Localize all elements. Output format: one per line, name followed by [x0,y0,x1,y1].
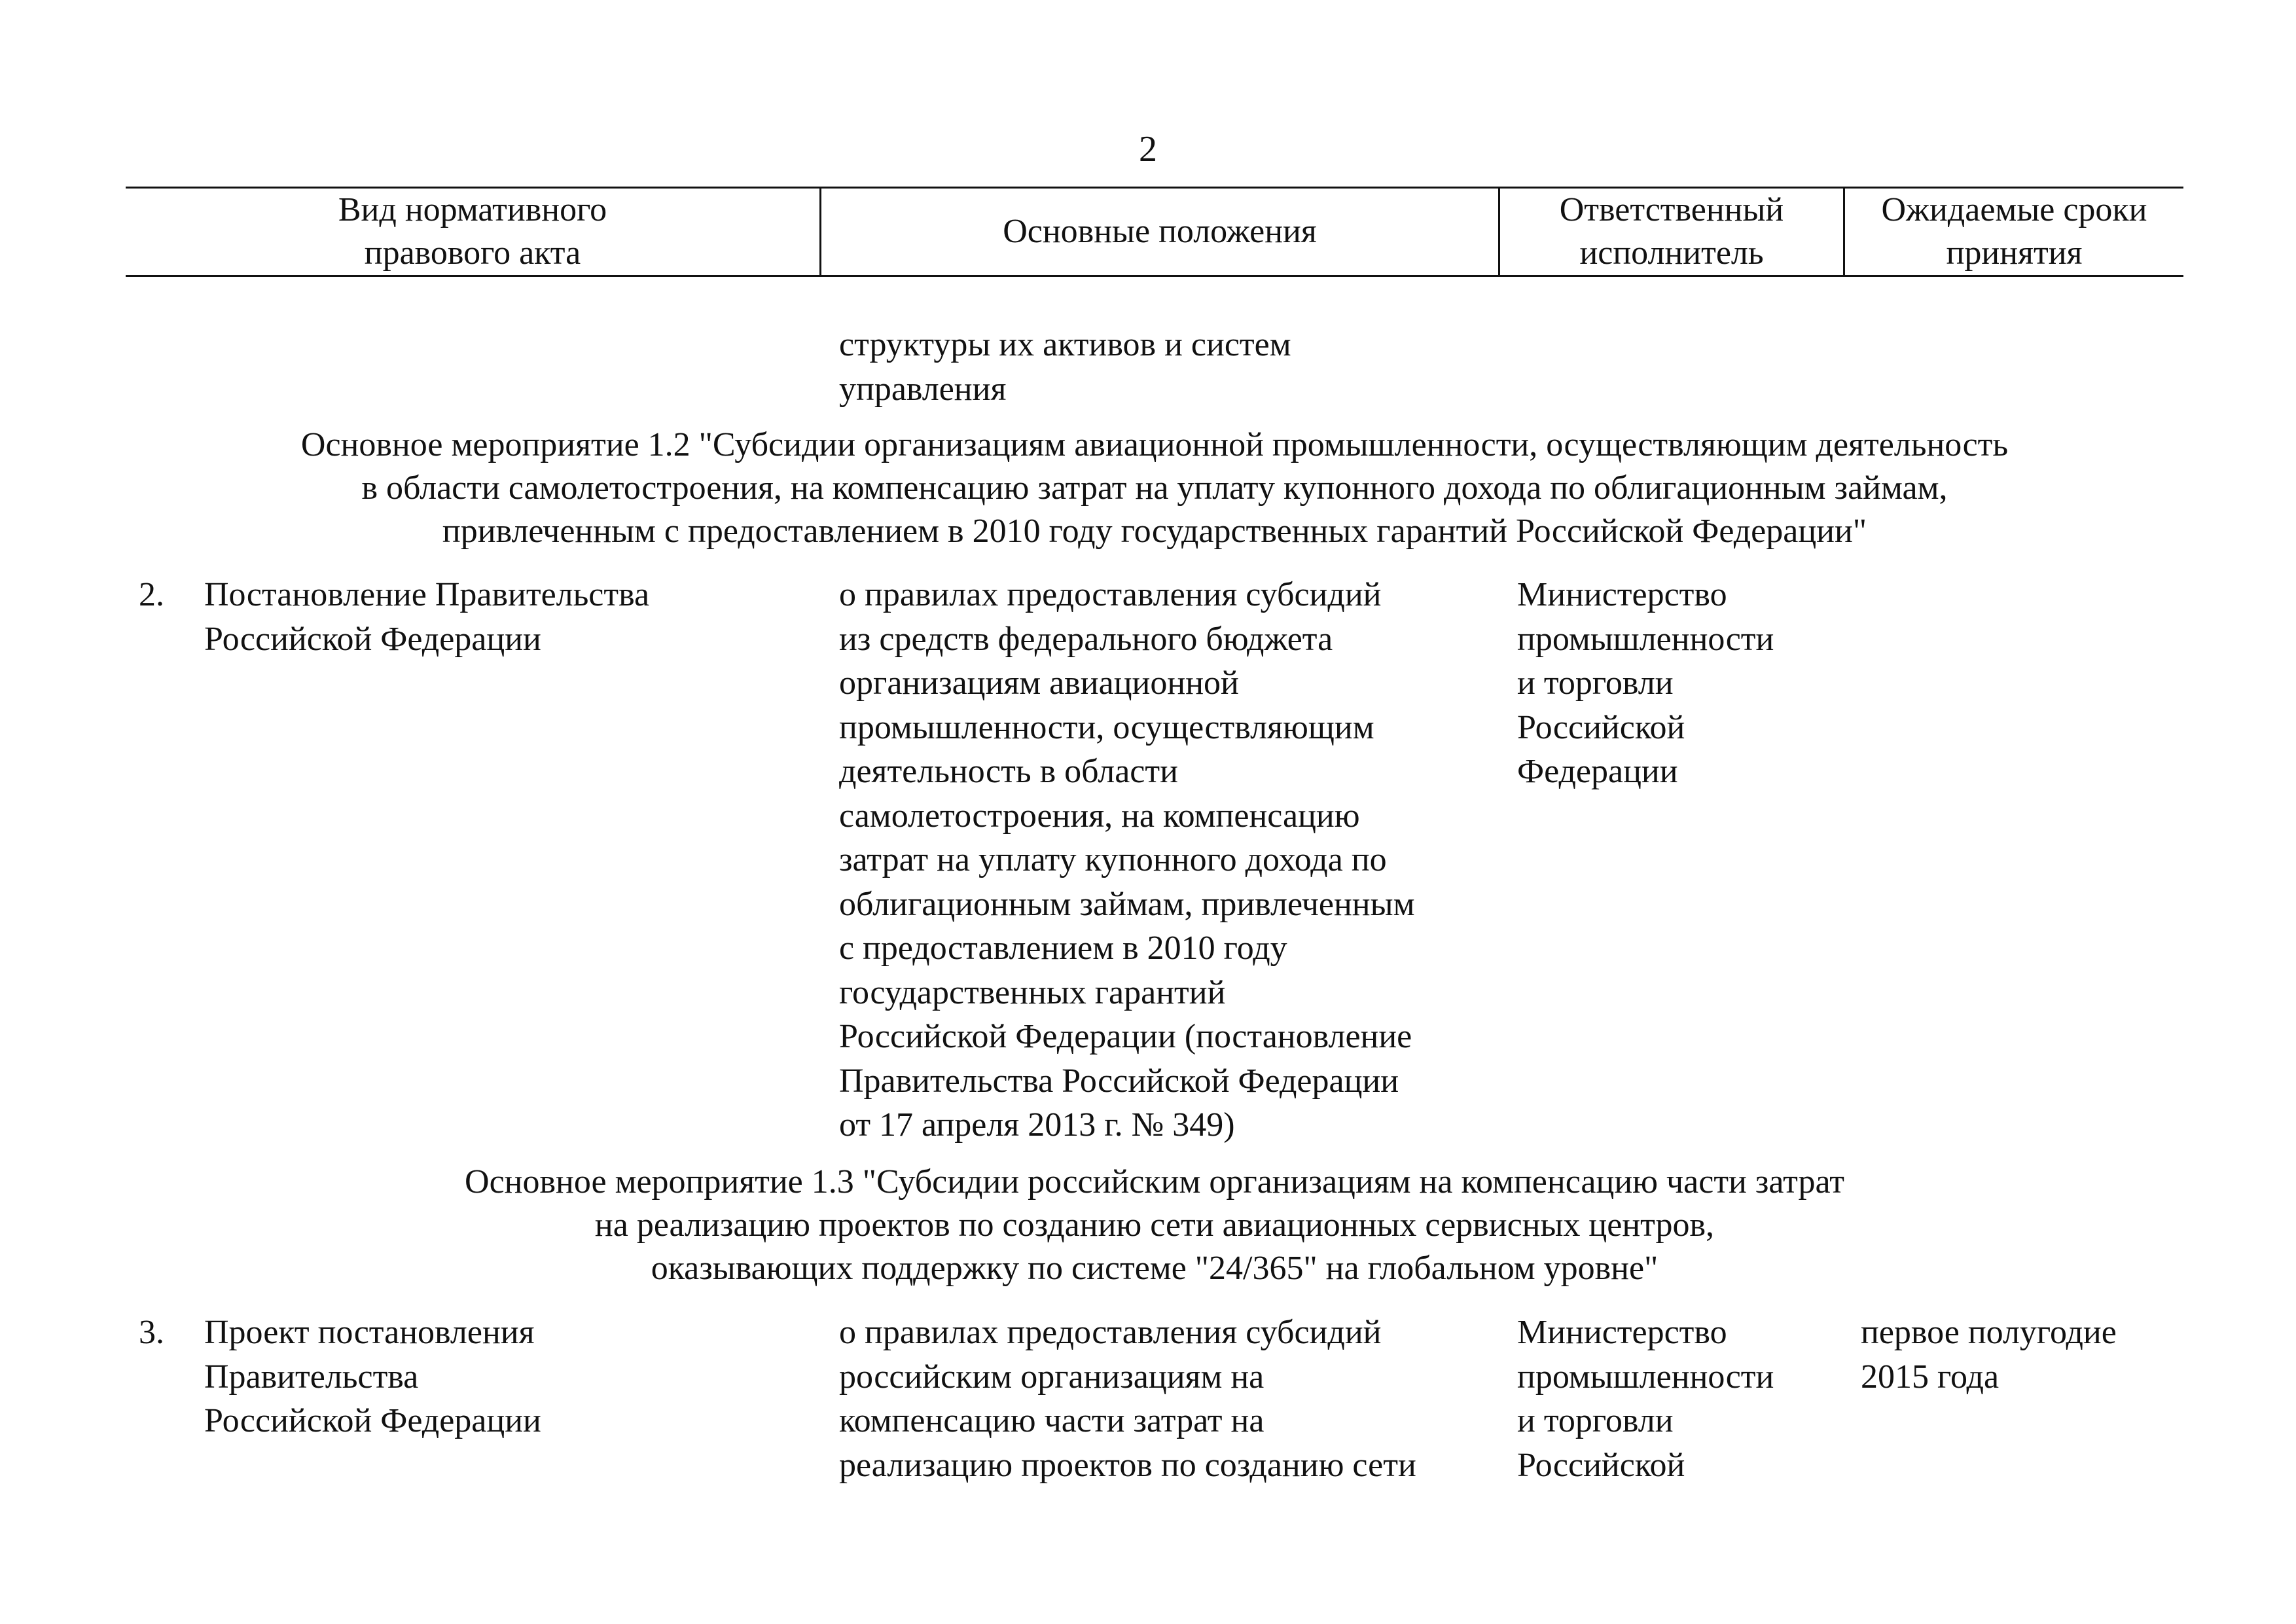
header-act-type-line: правового акта [364,234,581,272]
row-responsible: Министерство промышленности и торговли Российской Федерации [1517,576,1774,790]
row-responsible: Министерство промышленности и торговли Российской [1517,1314,1774,1484]
section-heading-line: Основное мероприятие 1.3 "Субсидии российским организациям на компенсацию части затрат [465,1163,1844,1200]
section-heading-1-3 [126,1161,2183,1290]
header-responsible-line: Ответственный [1559,191,1784,228]
table-header [126,187,2183,277]
row-deadline: первое полугодие 2015 года [1861,1314,2117,1396]
section-heading-line: Основное мероприятие 1.2 "Субсидии организациям авиационной промышленности, осуществляющим деятельность [300,426,2009,463]
row-number: 2. [139,576,164,613]
section-heading-1-2 [126,424,2183,553]
header-provisions [819,189,1498,275]
header-responsible-line: исполнитель [1579,234,1764,272]
header-act-type-line: Вид нормативного [338,191,607,228]
section-heading-line: в области самолетостроения, на компенсацию затрат на уплату купонного дохода по облигационным займам, [361,469,1948,507]
header-deadline-line: Ожидаемые сроки [1881,191,2147,228]
row-number: 3. [139,1314,164,1351]
page-number: 2 [1139,129,1157,170]
header-provisions-line: Основные положения [1003,213,1317,250]
section-heading-line: привлеченным с предоставлением в 2010 году государственных гарантий Российской Федерации" [442,513,1867,550]
continuation-text: структуры их активов и систем управления [839,326,1291,408]
header-act-type [126,189,819,275]
header-responsible [1498,189,1843,275]
header-deadline-line: принятия [1946,234,2083,272]
section-heading-line: оказывающих поддержку по системе "24/365" на глобальном уровне" [651,1250,1659,1287]
row-act-type: Постановление Правительства Российской Федерации [204,576,650,658]
row-provisions: о правилах предоставления субсидий из средств федерального бюджета организациям авиационной промышленности, осуществляющим деятельность в области самолетостроения, на компенсацию затрат на уплату купонного дохода по облигационным займам, привлеченным с предоставлением в 2010 году государственных гарантий Российской Федерации (постановление Правительства Российской Федерации от 17 апреля 2013 г. № 349) [839,576,1415,1144]
row-provisions: о правилах предоставления субсидий российским организациям на компенсацию части затрат на реализацию проектов по созданию сети [839,1314,1416,1484]
row-act-type: Проект постановления Правительства Российской Федерации [204,1314,541,1439]
section-heading-line: на реализацию проектов по созданию сети авиационных сервисных центров, [594,1206,1715,1244]
header-deadline [1843,189,2183,275]
